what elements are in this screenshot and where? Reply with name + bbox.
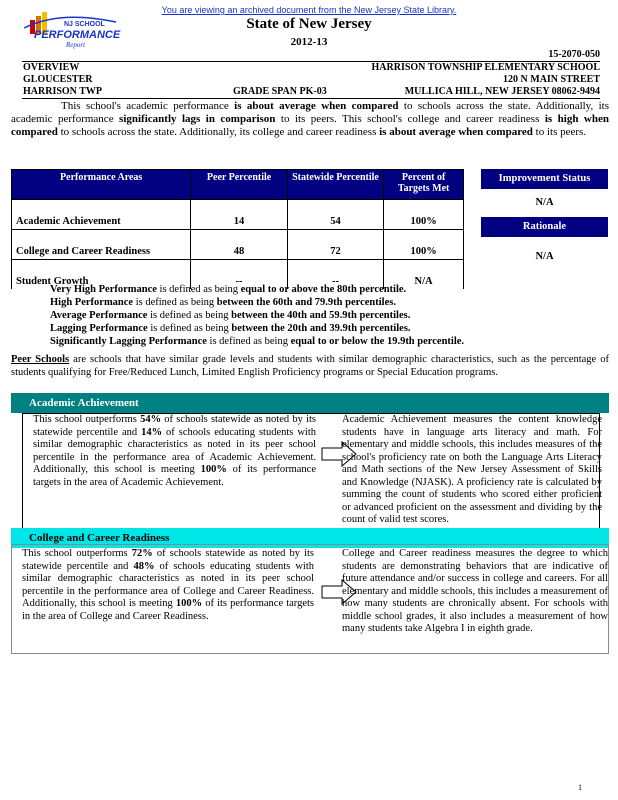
performance-summary — [11, 100, 609, 139]
definition-line — [50, 309, 464, 322]
area-cell: Academic Achievement — [12, 200, 191, 230]
summary-text: to its peers. This school's college and career readiness — [275, 113, 545, 125]
definition-text: is defined as being — [147, 310, 232, 321]
summary-emphasis: significantly lags in comparison — [119, 113, 276, 125]
targets-met-cell: N/A — [384, 260, 464, 290]
peer-percentile-cell: -- — [191, 260, 287, 290]
definition-line — [50, 335, 464, 348]
college-career-description: College and Career readiness measures the degree to which students are demonstrating behaviors that are indicative of future attendance and/or success in college and careers. For all elementary and middle schools, this includes a measurement of how many students are chronically absent. For schools with middle school grades, it also includes a measurement of how many students take Algebra I in eighth grade. — [342, 548, 608, 634]
summary-text: of schools statewide as noted by its statewide percentile and — [22, 548, 314, 572]
logo-line-3: Report — [66, 41, 86, 49]
summary-text: of schools statewide as noted by its statewide percentile and — [33, 414, 316, 438]
area-cell: Student Growth — [12, 260, 191, 290]
summary-text: This school's academic performance — [61, 100, 235, 112]
academic-achievement-summary — [33, 414, 316, 489]
summary-text: to schools across the state. Additionally, its academic performance — [11, 100, 609, 125]
summary-text: of schools educating students with similar demographic characteristics as noted in its peer school percentile in the performance area of College and Career Readiness. Additionally, this school is meeting — [22, 560, 315, 609]
definition-text: is defined as being — [156, 284, 241, 295]
definition-line — [50, 322, 464, 335]
peer-percentile-cell: 48 — [191, 230, 287, 260]
summary-text: This school outperforms — [33, 414, 141, 425]
targets-value: 100% — [175, 598, 203, 609]
rationale-heading: Rationale — [481, 217, 608, 237]
county-name: GLOUCESTER — [23, 74, 93, 85]
definition-range: equal to or below the 19.9th percentile. — [290, 336, 465, 347]
definition-range: equal to or above the 80th percentile. — [240, 284, 407, 295]
peer-schools-definition — [11, 353, 609, 379]
school-code: 15-2070-050 — [548, 49, 600, 60]
definition-term: Lagging Performance — [50, 323, 148, 334]
performance-definitions — [50, 283, 464, 348]
peer-value: 14% — [141, 426, 163, 438]
table-row — [12, 230, 464, 260]
statewide-percentile-cell: -- — [287, 260, 383, 290]
statewide-percentile-cell: 72 — [287, 230, 383, 260]
targets-met-cell: 100% — [384, 230, 464, 260]
district-name: HARRISON TWP — [23, 86, 102, 97]
logo-line-1: NJ SCHOOL — [64, 21, 105, 28]
city-state-zip: MULLICA HILL, NEW JERSEY 08062-9494 — [404, 86, 600, 97]
peer-value: 48% — [133, 560, 155, 572]
definition-text: is defined as being — [147, 323, 232, 334]
rationale-value: N/A — [535, 251, 554, 262]
street-address: 120 N MAIN STREET — [503, 74, 600, 85]
header-rule-bottom — [22, 98, 600, 99]
table-header-row — [12, 170, 464, 200]
area-cell: College and Career Readiness — [12, 230, 191, 260]
column-header: Peer Percentile — [191, 170, 287, 200]
page-title: State of New Jersey — [246, 16, 372, 32]
definition-range: between the 20th and 39.9th percentiles. — [231, 323, 411, 334]
logo-line-2: PERFORMANCE — [34, 29, 121, 41]
college-career-summary — [22, 548, 314, 623]
column-header: Percent of Targets Met — [384, 170, 464, 200]
academic-achievement-heading: Academic Achievement — [11, 393, 609, 413]
definition-term: Very High Performance — [50, 284, 157, 295]
peer-schools-term: Peer Schools — [11, 354, 70, 365]
statewide-percentile-cell: 54 — [287, 200, 383, 230]
statewide-value: 72% — [131, 548, 153, 559]
summary-text: of schools educating students with similar demographic characteristics as noted in its peer school percentile in the performance area of Academic Achievement. Additionally, this school is meeting — [33, 426, 317, 475]
definition-text: is defined as being — [206, 336, 291, 347]
college-career-heading: College and Career Readiness — [11, 528, 609, 548]
summary-text: of its performance targets in the area of Academic Achievement. — [33, 464, 317, 488]
column-header: Statewide Percentile — [287, 170, 383, 200]
grade-span: GRADE SPAN PK-03 — [233, 86, 327, 97]
definition-text: is defined as being — [133, 297, 217, 308]
summary-text: This school outperforms — [22, 548, 132, 559]
improvement-status-value: N/A — [535, 197, 554, 208]
definition-range: between the 40th and 59.9th percentiles. — [231, 310, 411, 321]
academic-achievement-description: Academic Achievement measures the content knowledge students have in language arts literacy and math. For elementary and middle schools, this includes measures of the school's proficiency rate on both the Language Arts Literacy and Math sections of the New Jersey Assessment of Skills and Knowledge (NJASK). A proficiency rate is calculated by summing the count of students who scored either proficient or advanced proficient on the assessment and dividing by the count of valid test scores. — [342, 414, 602, 525]
definition-term: High Performance — [50, 297, 134, 308]
summary-emphasis: is about average when compared — [379, 126, 533, 138]
definition-range: between the 60th and 79.9th percentiles. — [216, 297, 396, 308]
definition-term: Average Performance — [50, 310, 148, 321]
targets-value: 100% — [200, 464, 227, 475]
peer-percentile-cell: 14 — [191, 200, 287, 230]
summary-text: to its peers. — [532, 126, 587, 138]
summary-emphasis: is high when compared — [11, 113, 609, 138]
definition-line — [50, 283, 464, 296]
overview-label: OVERVIEW — [23, 62, 80, 73]
column-header: Performance Areas — [12, 170, 191, 200]
archive-banner-link[interactable]: You are viewing an archived document from the New Jersey State Library. — [161, 5, 457, 15]
summary-text: to schools across the state. Additionally, its college and career readiness — [57, 126, 380, 138]
school-name: HARRISON TOWNSHIP ELEMENTARY SCHOOL — [371, 62, 600, 73]
performance-table — [11, 169, 464, 289]
statewide-value: 54% — [140, 414, 162, 425]
summary-emphasis: is about average when compared — [234, 100, 399, 112]
definition-term: Significantly Lagging Performance — [50, 336, 207, 347]
school-year: 2012-13 — [290, 36, 328, 48]
improvement-status-heading: Improvement Status — [481, 169, 608, 189]
targets-met-cell: 100% — [384, 200, 464, 230]
page-number: 1 — [578, 783, 582, 792]
definition-line — [50, 296, 464, 309]
peer-schools-text: are schools that have similar grade levels and students with similar demographic characteristics, such as the percentage of students qualifying for Free/Reduced Lunch, Limited English Proficiency programs or Special Education programs. — [11, 354, 609, 378]
summary-text: of its performance targets in the area of College and Career Readiness. — [22, 598, 315, 622]
table-row — [12, 200, 464, 230]
